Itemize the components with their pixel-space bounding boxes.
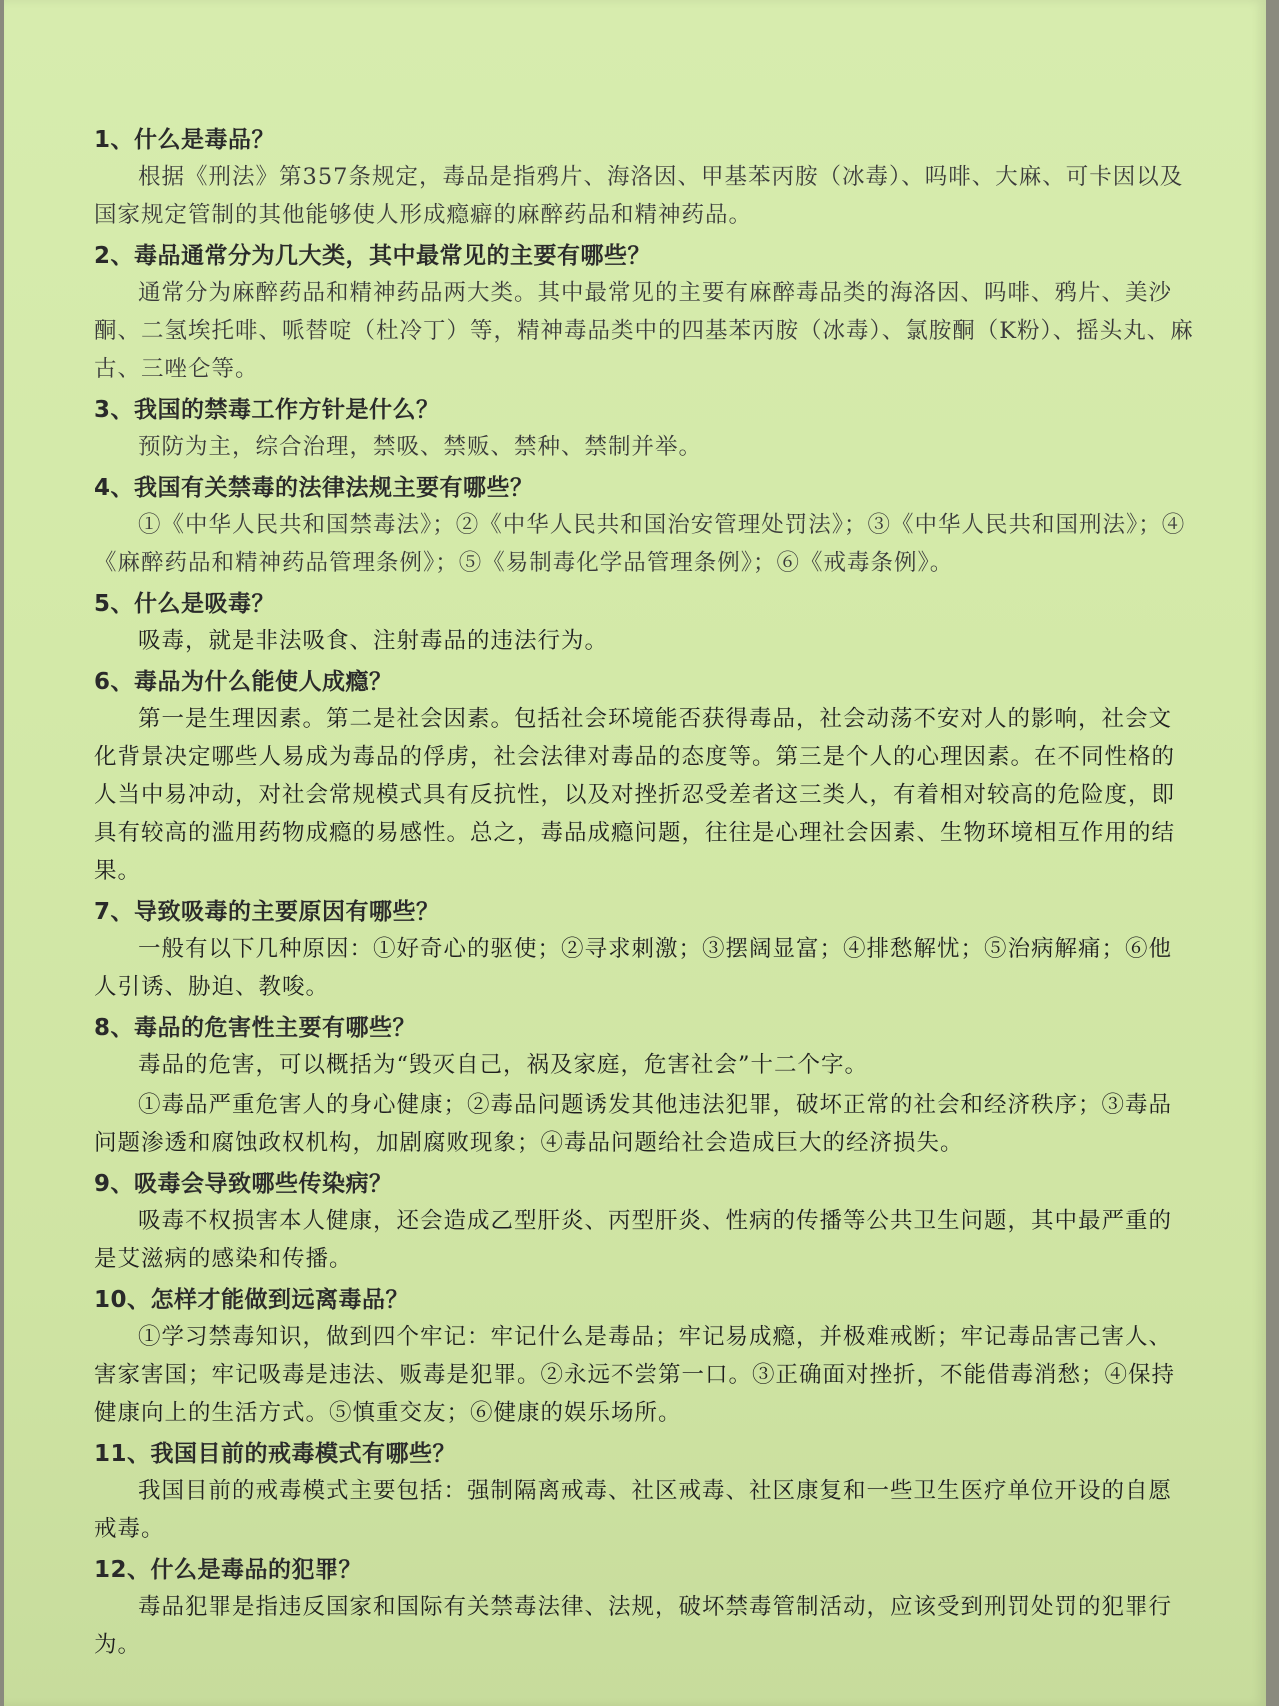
answer-5: 吸毒，就是非法吸食、注射毒品的违法行为。 [138,628,609,654]
answer-3: 预防为主，综合治理，禁吸、禁贩、禁种、禁制并举。 [138,434,703,460]
answer-8-details: ①毒品严重危害人的身心健康；②毒品问题诱发其他违法犯罪，破坏正常的社会和经济秩序；③毒品问题渗透和腐蚀政权机构，加剧腐败现象；④毒品问题给社会造成巨大的经济损失。 [94,1092,1173,1156]
question-3: 3、我国的禁毒工作方针是什么？ [94,397,440,423]
question-4: 4、我国有关禁毒的法律法规主要有哪些？ [94,475,534,501]
question-6: 6、毒品为什么能使人成瘾？ [94,669,393,695]
answer-7: 一般有以下几种原因：①好奇心的驱使；②寻求刺激；③摆阔显富；④排愁解忧；⑤治病解痛；⑥他人引诱、胁迫、教唆。 [94,936,1173,1000]
answer-4: ①《中华人民共和国禁毒法》；②《中华人民共和国治安管理处罚法》；③《中华人民共和国刑法》；④《麻醉药品和精神药品管理条例》；⑤《易制毒化学品管理条例》；⑥《戒毒条例》。 [94,512,1186,576]
question-11: 11、我国目前的戒毒模式有哪些？ [94,1441,457,1467]
paper-sheet [4,0,1266,1706]
qa-document [94,122,1194,1668]
question-8: 8、毒品的危害性主要有哪些？ [94,1015,417,1041]
question-7: 7、导致吸毒的主要原因有哪些？ [94,899,440,925]
answer-12: 毒品犯罪是指违反国家和国际有关禁毒法律、法规，破坏禁毒管制活动，应该受到刑罚处罚的犯罪行为。 [94,1594,1173,1658]
question-10: 10、怎样才能做到远离毒品？ [94,1287,410,1313]
question-5: 5、什么是吸毒？ [94,591,276,617]
answer-9: 吸毒不权损害本人健康，还会造成乙型肝炎、丙型肝炎、性病的传播等公共卫生问题，其中最严重的是艾滋病的感染和传播。 [94,1208,1173,1272]
answer-1: 根据《刑法》第357条规定，毒品是指鸦片、海洛因、甲基苯丙胺（冰毒）、吗啡、大麻、可卡因以及国家规定管制的其他能够使人形成瘾癖的麻醉药品和精神药品。 [94,164,1184,228]
question-2: 2、毒品通常分为几大类，其中最常见的主要有哪些？ [94,243,652,269]
question-1: 1、什么是毒品？ [94,127,276,153]
question-9: 9、吸毒会导致哪些传染病？ [94,1171,393,1197]
answer-2: 通常分为麻醉药品和精神药品两大类。其中最常见的主要有麻醉毒品类的海洛因、吗啡、鸦片、美沙酮、二氢埃托啡、哌替啶（杜冷丁）等，精神毒品类中的四基苯丙胺（冰毒）、氯胺酮（K粉）、摇头丸、麻古、三唑仑等。 [94,280,1194,382]
answer-10: ①学习禁毒知识，做到四个牢记：牢记什么是毒品；牢记易成瘾，并极难戒断；牢记毒品害己害人、害家害国；牢记吸毒是违法、贩毒是犯罪。②永远不尝第一口。③正确面对挫折，不能借毒消愁；④保持健康向上的生活方式。⑤慎重交友；⑥健康的娱乐场所。 [94,1324,1176,1426]
answer-8-summary: 毒品的危害，可以概括为“毁灭自己，祸及家庭，危害社会”十二个字。 [138,1052,869,1078]
answer-11: 我国目前的戒毒模式主要包括：强制隔离戒毒、社区戒毒、社区康复和一些卫生医疗单位开设的自愿戒毒。 [94,1478,1173,1542]
answer-6: 第一是生理因素。第二是社会因素。包括社会环境能否获得毒品，社会动荡不安对人的影响，社会文化背景决定哪些人易成为毒品的俘虏，社会法律对毒品的态度等。第三是个人的心理因素。在不同性格的人当中易冲动，对社会常规模式具有反抗性，以及对挫折忍受差者这三类人，有着相对较高的危险度，即具有较高的滥用药物成瘾的易感性。总之，毒品成瘾问题，往往是心理社会因素、生物环境相互作用的结果。 [94,706,1176,884]
question-12: 12、什么是毒品的犯罪？ [94,1557,363,1583]
